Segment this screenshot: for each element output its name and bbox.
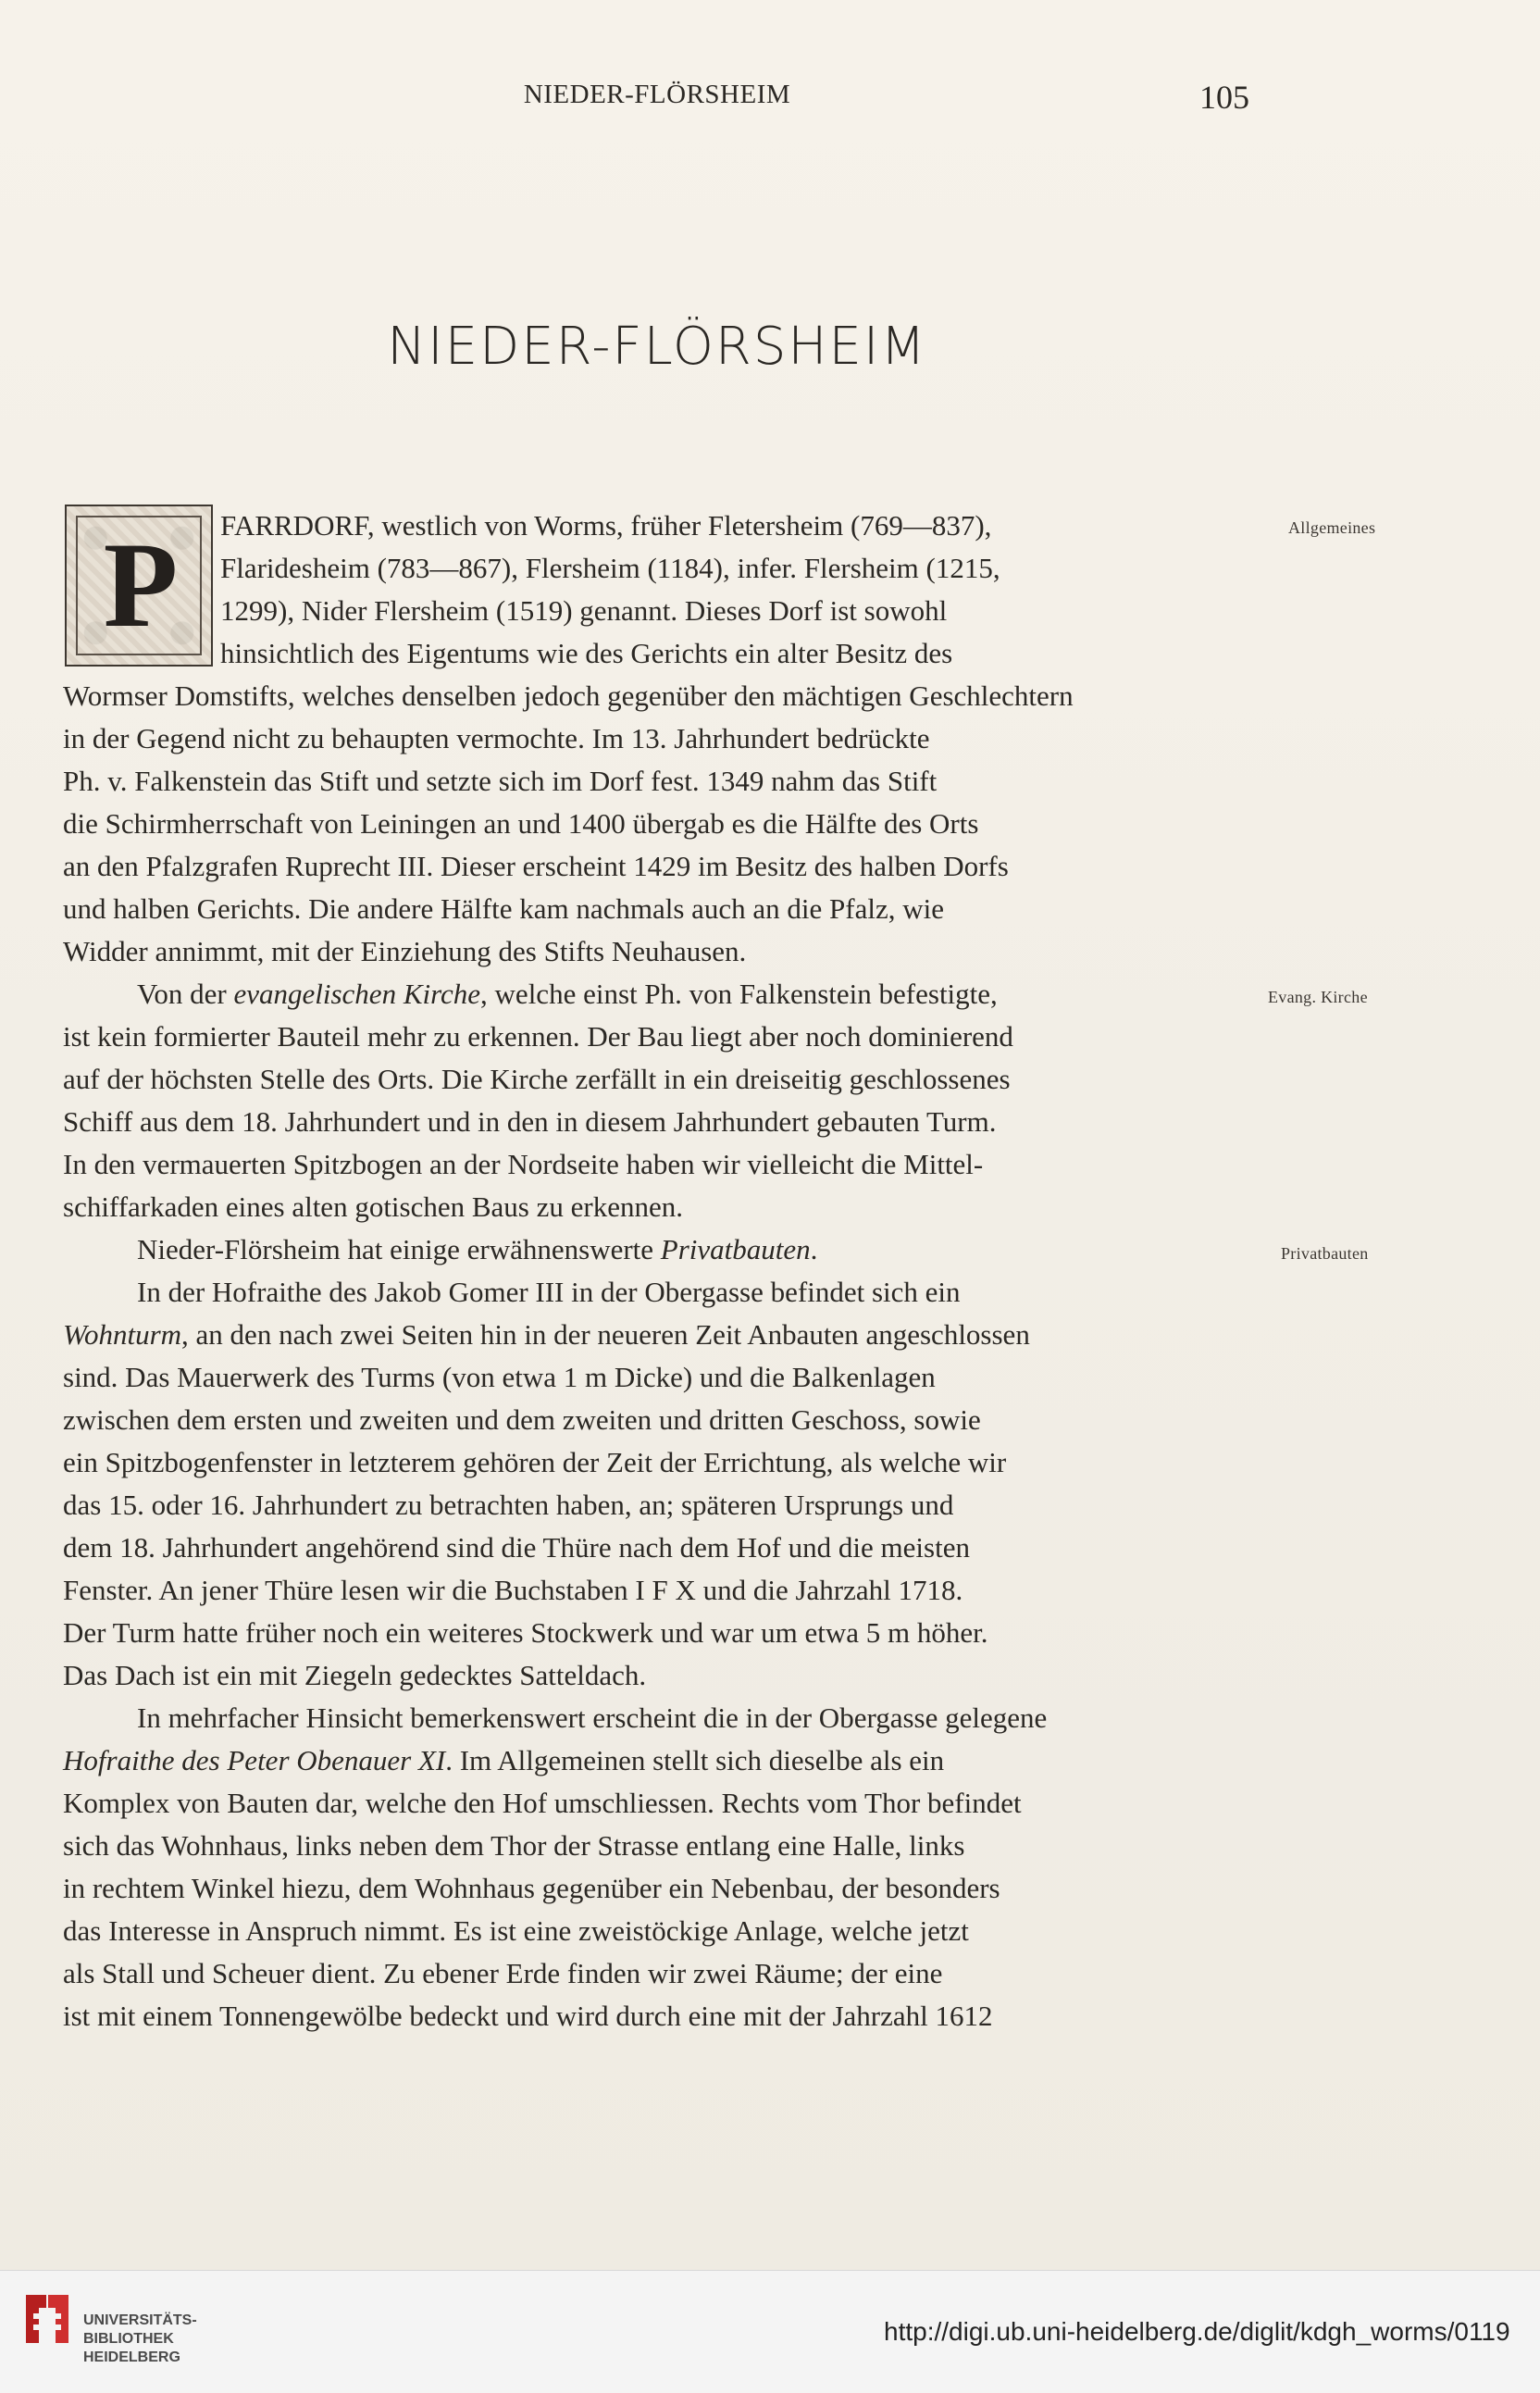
text-line: Von der evangelischen Kirche, welche einst Ph. von Falkenstein befestigte, — [137, 978, 998, 1010]
page-number: 105 — [1199, 79, 1249, 116]
text-line: Fenster. An jener Thüre lesen wir die Buchstaben I F X und die Jahrzahl 1718. — [63, 1574, 963, 1606]
text-line: In den vermauerten Spitzbogen an der Nordseite haben wir vielleicht die Mittel- — [63, 1148, 984, 1180]
text-line: 1299), Nider Flersheim (1519) genannt. Dieses Dorf ist sowohl — [220, 594, 948, 627]
text-line: Schiff aus dem 18. Jahrhundert und in den in diesem Jahrhundert gebauten Turm. — [63, 1105, 997, 1138]
text-line: das Interesse in Anspruch nimmt. Es ist eine zweistöckige Anlage, welche jetzt — [63, 1914, 969, 1947]
text-line: in der Gegend nicht zu behaupten vermochte. Im 13. Jahrhundert bedrückte — [63, 722, 930, 754]
text-line: Wormser Domstifts, welches denselben jedoch gegenüber den mächtigen Geschlechtern — [63, 679, 1074, 712]
running-header: NIEDER-FLÖRSHEIM — [523, 80, 791, 109]
text-line: Das Dach ist ein mit Ziegeln gedecktes Satteldach. — [63, 1659, 647, 1691]
text-line: Wohnturm, an den nach zwei Seiten hin in der neueren Zeit Anbauten angeschlossen — [63, 1318, 1030, 1351]
margin-note-privatbauten: Privatbauten — [1281, 1244, 1369, 1263]
text-line: dem 18. Jahrhundert angehörend sind die Thüre nach dem Hof und die meisten — [63, 1531, 970, 1564]
footer — [0, 2270, 1540, 2393]
text-line: zwischen dem ersten und zweiten und dem zweiten und dritten Geschoss, sowie — [63, 1403, 981, 1436]
text-line: FARRDORF, westlich von Worms, früher Fletersheim (769—837), — [220, 509, 992, 542]
text-line: Widder annimmt, mit der Einziehung des Stifts Neuhausen. — [63, 935, 747, 967]
text-line: an den Pfalzgrafen Ruprecht III. Dieser erscheint 1429 im Besitz des halben Dorfs — [63, 850, 1009, 882]
footer-url[interactable]: http://digi.ub.uni-heidelberg.de/diglit/kdgh_worms/0119 — [884, 2317, 1510, 2346]
text-line: die Schirmherrschaft von Leiningen an und 1400 übergab es die Hälfte des Orts — [63, 807, 979, 840]
text-line: das 15. oder 16. Jahrhundert zu betrachten haben, an; späteren Ursprungs und — [63, 1489, 954, 1521]
text-line: In mehrfacher Hinsicht bemerkenswert erscheint die in der Obergasse gelegene — [137, 1701, 1048, 1734]
text-line: sind. Das Mauerwerk des Turms (von etwa 1 m Dicke) und die Balkenlagen — [63, 1361, 936, 1393]
text-line: ein Spitzbogenfenster in letzterem gehören der Zeit der Errichtung, als welche wir — [63, 1446, 1007, 1478]
decorative-initial — [65, 505, 213, 667]
text-line: Nieder-Flörsheim hat einige erwähnenswerte Privatbauten. — [137, 1233, 818, 1265]
text-line: Flaridesheim (783—867), Flersheim (1184), infer. Flersheim (1215, — [220, 552, 1000, 584]
text-line: und halben Gerichts. Die andere Hälfte kam nachmals auch an die Pfalz, wie — [63, 892, 945, 925]
text-line: Der Turm hatte früher noch ein weiteres Stockwerk und war um etwa 5 m höher. — [63, 1616, 988, 1649]
library-name: UNIVERSITÄTS- BIBLIOTHEK HEIDELBERG — [83, 2312, 197, 2365]
drop-cap-letter: P — [103, 517, 179, 653]
margin-note-evang-kirche: Evang. Kirche — [1268, 988, 1368, 1006]
text-line: auf der höchsten Stelle des Orts. Die Kirche zerfällt in ein dreiseitig geschlossenes — [63, 1063, 1011, 1095]
text-line: In der Hofraithe des Jakob Gomer III in der Obergasse befindet sich ein — [137, 1276, 961, 1308]
text-line: hinsichtlich des Eigentums wie des Gerichts ein alter Besitz des — [220, 637, 953, 669]
library-logo-icon — [20, 2287, 74, 2356]
text-line: Komplex von Bauten dar, welche den Hof umschliessen. Rechts vom Thor befindet — [63, 1787, 1022, 1819]
text-line: in rechtem Winkel hiezu, dem Wohnhaus gegenüber ein Nebenbau, der besonders — [63, 1872, 1000, 1904]
text-line: sich das Wohnhaus, links neben dem Thor der Strasse entlang eine Halle, links — [63, 1829, 965, 1862]
text-line: Hofraithe des Peter Obenauer XI. Im Allgemeinen stellt sich dieselbe als ein — [63, 1744, 945, 1776]
text-line: ist kein formierter Bauteil mehr zu erkennen. Der Bau liegt aber noch dominierend — [63, 1020, 1013, 1053]
text-line: als Stall und Scheuer dient. Zu ebener Erde finden wir zwei Räume; der eine — [63, 1957, 943, 1989]
margin-note-allgemeines: Allgemeines — [1288, 518, 1376, 537]
text-line: Ph. v. Falkenstein das Stift und setzte sich im Dorf fest. 1349 nahm das Stift — [63, 765, 938, 797]
chapter-title: NIEDER-FLÖRSHEIM — [387, 317, 927, 377]
text-line: ist mit einem Tonnengewölbe bedeckt und wird durch eine mit der Jahrzahl 1612 — [63, 2000, 993, 2032]
text-line: schiffarkaden eines alten gotischen Baus zu erkennen. — [63, 1190, 683, 1223]
